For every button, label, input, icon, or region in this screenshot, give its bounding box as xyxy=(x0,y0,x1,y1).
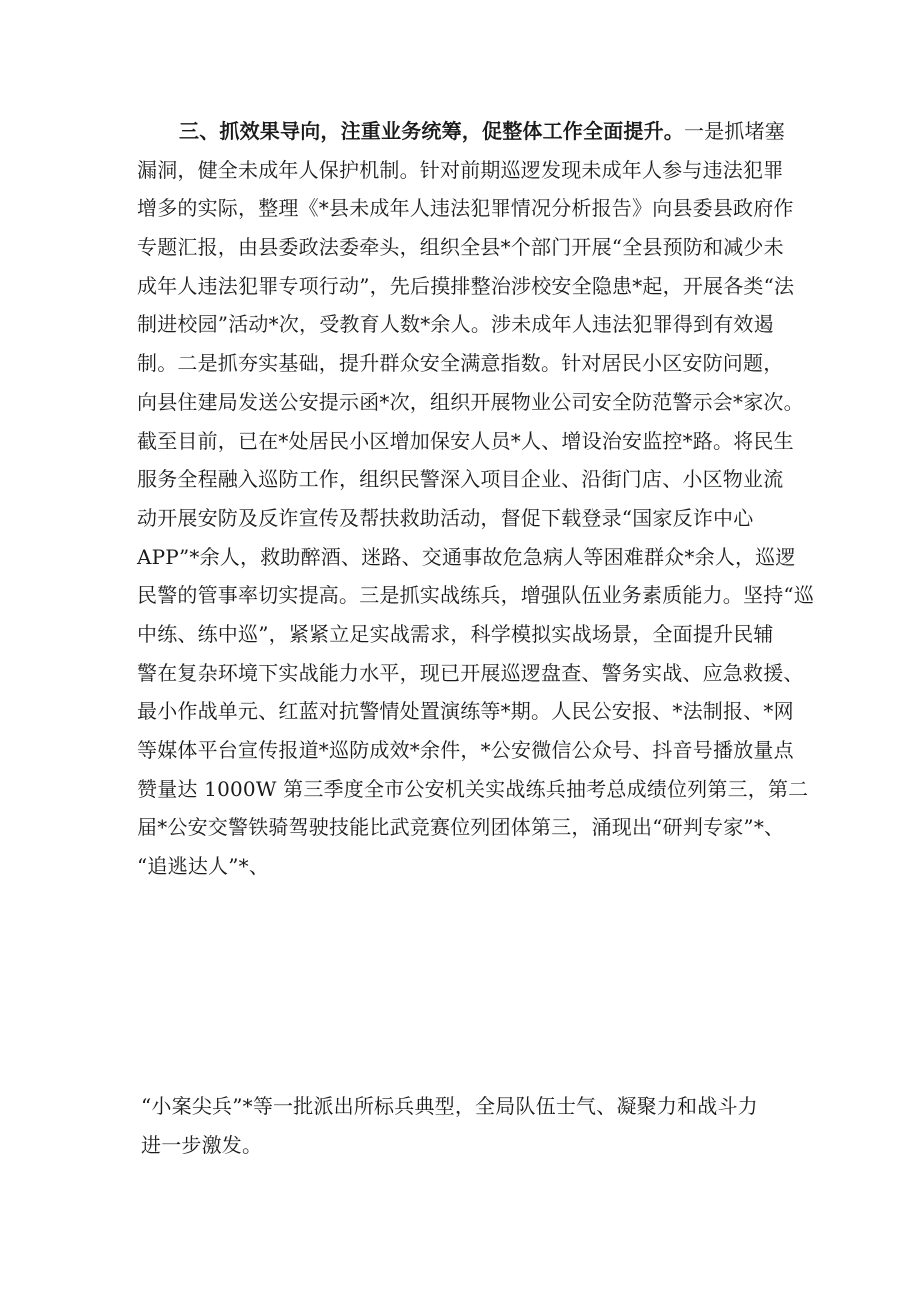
text-line: 制进校园”活动*次，受教育人数*余人。涉未成年人违法犯罪得到有效遏 xyxy=(137,312,774,337)
text-line: 进一步激发。 xyxy=(141,1133,263,1157)
text-line: 截至目前，已在*处居民小区增加保安人员*人、增设治安监控*路。将民生 xyxy=(137,428,794,453)
text-line: APP”*余人，救助醉酒、迷路、交通事故危急病人等困难群众*余人，巡逻 xyxy=(137,544,796,569)
text-line: “追逃达人”*、 xyxy=(137,854,270,879)
text-line: 服务全程融入巡防工作，组织民警深入项目企业、沿街门店、小区物业流 xyxy=(137,467,784,492)
paragraph-first-line xyxy=(137,112,787,151)
text-line: 专题汇报，由县委政法委牵头，组织全县*个部门开展“全县预防和减少未 xyxy=(137,235,784,260)
text-line: 最小作战单元、红蓝对抗警情处置演练等*期。人民公安报、*法制报、*网 xyxy=(137,699,794,724)
text-line: 等媒体平台宣传报道*巡防成效*余件，*公安微信公众号、抖音号播放量点 xyxy=(137,738,794,762)
tail-paragraph xyxy=(141,1087,758,1165)
text-line: 制。二是抓夯实基础，提升群众安全满意指数。针对居民小区安防问题， xyxy=(137,351,784,376)
text-line xyxy=(137,886,787,925)
text-line: 动开展安防及反诈宣传及帮扶救助活动，督促下载登录“国家反诈中心 xyxy=(137,505,754,530)
section-heading: 三、抓效果导向，注重业务统筹，促整体工作全面提升。 xyxy=(179,119,684,143)
text-line: 警在复杂环境下实战能力水平，现已开展巡逻盘查、警务实战、应急救援、 xyxy=(137,660,804,685)
text-line: 赞量达 1000W 第三季度全市公安机关实战练兵抽考总成绩位列第三，第二 xyxy=(137,776,809,801)
text-line: 增多的实际，整理《*县未成年人违法犯罪情况分析报告》向县委县政府作 xyxy=(137,196,794,221)
text-line: 一是抓堵塞 xyxy=(684,119,785,143)
text-line: 成年人违法犯罪专项行动”，先后摸排整治涉校安全隐患*起，开展各类“法 xyxy=(137,273,795,298)
text-line: 中练、练中巡”，紧紧立足实战需求，科学模拟实战场景，全面提升民辅 xyxy=(137,621,774,646)
body-paragraph xyxy=(137,112,815,924)
text-line: 民警的管事率切实提高。三是抓实战练兵，增强队伍业务素质能力。坚持“巡 xyxy=(137,583,815,608)
text-line: “小案尖兵”*等一批派出所标兵典型，全局队伍士气、凝聚力和战斗力 xyxy=(141,1094,758,1118)
text-line: 向县住建局发送公安提示函*次，组织开展物业公司安全防范警示会*家次。 xyxy=(137,389,804,414)
text-line: 届*公安交警铁骑驾驶技能比武竞赛位列团体第三，涌现出“研判专家”*、 xyxy=(137,815,785,840)
text-line: 漏洞，健全未成年人保护机制。针对前期巡逻发现未成年人参与违法犯罪 xyxy=(137,157,784,182)
